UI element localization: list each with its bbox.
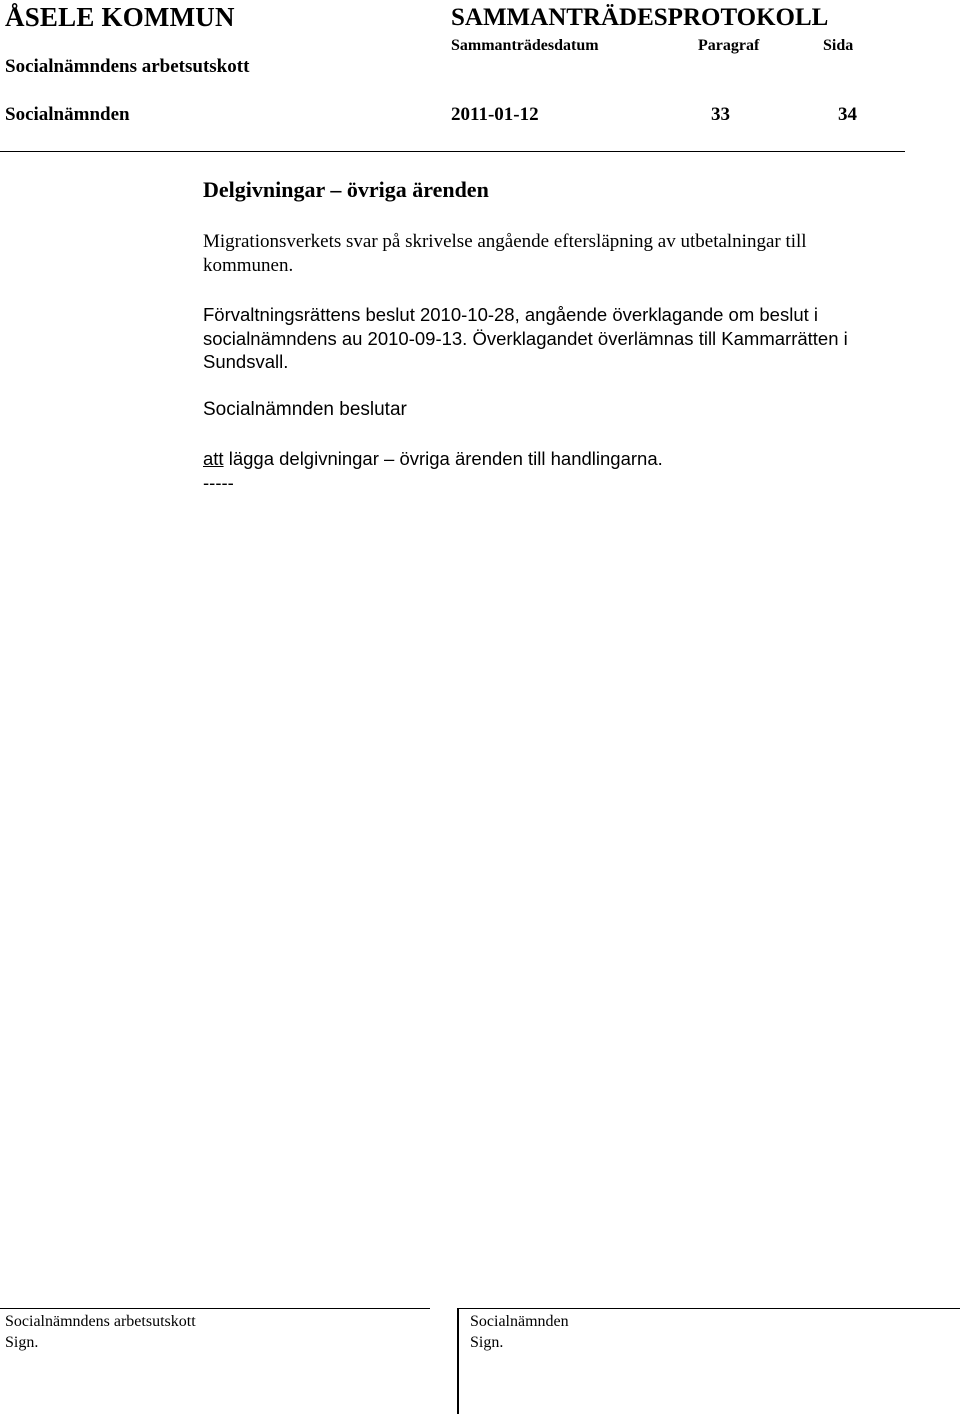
body-name: Socialnämnden (5, 104, 130, 125)
paragraph-forvaltningsratten: Förvaltningsrättens beslut 2010-10-28, angående överklagande om beslut i socialnämndens au 2010-09-13. Överklagandet överlämnas till Kammarrätten i Sundsvall. (203, 304, 848, 372)
paragraph-number: 33 (711, 104, 730, 125)
decision-heading: Socialnämnden beslutar (203, 399, 407, 420)
footer-right-label: Socialnämnden (470, 1313, 569, 1330)
page-column-label: Sida (823, 37, 854, 54)
decision-text (203, 448, 663, 470)
decision-body: lägga delgivningar – övriga ärenden till handlingarna. (223, 448, 663, 469)
footer-rule-right (458, 1308, 960, 1309)
end-marker: ----- (203, 472, 234, 493)
section-title: Delgivningar – övriga ärenden (203, 177, 489, 202)
date-column-label: Sammanträdesdatum (451, 37, 599, 54)
document-type: SAMMANTRÄDESPROTOKOLL (451, 4, 829, 31)
meeting-date: 2011-01-12 (451, 104, 539, 125)
footer-right-sign: Sign. (470, 1334, 504, 1351)
paragraph-migrationsverket: Migrationsverkets svar på skrivelse angående eftersläpning av utbetalningar till kommunen. (203, 231, 807, 276)
page-number: 34 (838, 104, 857, 125)
footer-left-label: Socialnämndens arbetsutskott (5, 1313, 196, 1330)
footer-left-sign: Sign. (5, 1334, 39, 1351)
decision-att: att (203, 448, 224, 469)
footer-rule-left (0, 1308, 430, 1309)
footer-divider (457, 1308, 459, 1414)
committee-name: Socialnämndens arbetsutskott (5, 56, 250, 77)
organization-name: ÅSELE KOMMUN (5, 2, 235, 32)
header-divider (0, 151, 905, 152)
paragraph-column-label: Paragraf (698, 37, 760, 54)
